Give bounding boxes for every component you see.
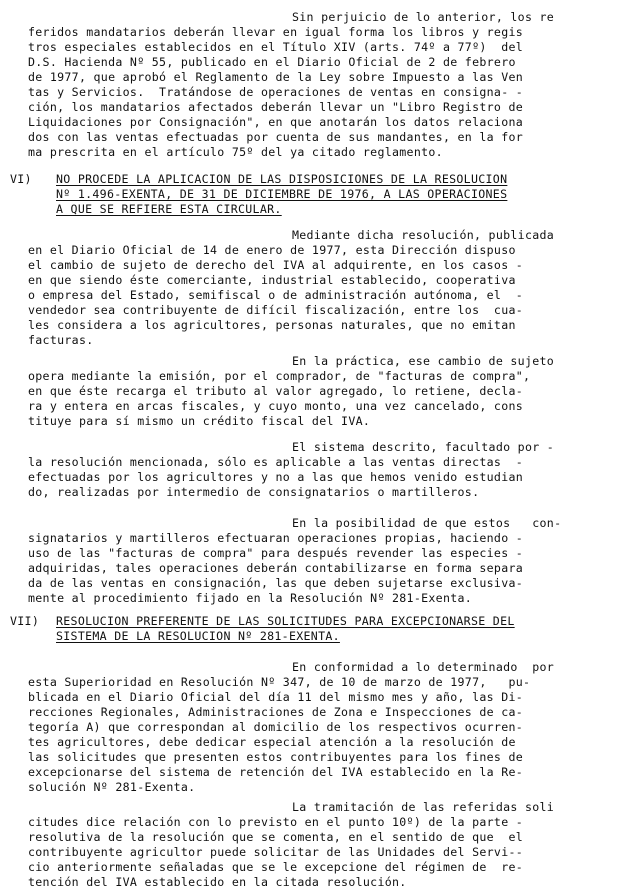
- text-line: contribuyente agricultor puede solicitar de las Unidades del Servi--: [28, 845, 524, 859]
- text-line: esta Superioridad en Resolución Nº 347, de 10 de marzo de 1977, pu-: [28, 675, 531, 689]
- text-line: uso de las "facturas de compra" para después revender las especies -: [28, 546, 524, 560]
- text-line: ma prescrita en el artículo 75º del ya citado reglamento.: [28, 145, 443, 159]
- text-line: feridos mandatarios deberán llevar en igual forma los libros y regis: [28, 25, 524, 39]
- text-line: les considera a los agricultores, personas naturales, que no emitan: [28, 318, 516, 332]
- text-line: Liquidaciones por Consignación", en que anotarán los datos relaciona: [28, 115, 524, 129]
- text-line: efectuadas por los agricultores y no a las que hemos venido estudian: [28, 470, 524, 484]
- text-line: resolutiva de la resolución que se comenta, en el sentido de que el: [28, 830, 524, 844]
- heading-line: RESOLUCION PREFERENTE DE LAS SOLICITUDES PARA EXCEPCIONARSE DEL: [56, 614, 515, 628]
- text-line: En conformidad a lo determinado por: [292, 660, 555, 674]
- text-line: adquiridas, tales operaciones deberán contabilizarse en forma separa: [28, 561, 524, 575]
- text-line: facturas.: [28, 333, 94, 347]
- text-line: citudes dice relación con lo previsto en el punto 10º) de la parte -: [28, 815, 524, 829]
- text-line: Sin perjuicio de lo anterior, los re: [292, 10, 555, 24]
- heading-line: Nº 1.496-EXENTA, DE 31 DE DICIEMBRE DE 1976, A LAS OPERACIONES: [56, 187, 508, 201]
- text-line: la resolución mencionada, sólo es aplicable a las ventas directas -: [28, 455, 524, 469]
- text-line: tención del IVA establecido en la citada resolución.: [28, 875, 407, 889]
- heading-line: A QUE SE REFIERE ESTA CIRCULAR.: [56, 202, 282, 216]
- text-line: tas y Servicios. Tratándose de operaciones de ventas en consigna- -: [28, 85, 524, 99]
- text-line: El sistema descrito, facultado por -: [292, 440, 555, 454]
- text-line: Mediante dicha resolución, publicada: [292, 228, 555, 242]
- text-line: las solicitudes que presenten estos contribuyentes para los fines de: [28, 750, 524, 764]
- text-line: opera mediante la emisión, por el comprador, de "facturas de compra",: [28, 369, 531, 383]
- text-line: D.S. Hacienda Nº 55, publicado en el Diario Oficial de 2 de febrero: [28, 55, 516, 69]
- text-line: en el Diario Oficial de 14 de enero de 1977, esta Dirección dispuso: [28, 243, 516, 257]
- text-line: blicada en el Diario Oficial del día 11 del mismo mes y año, las Di-: [28, 690, 524, 704]
- text-line: dos con las ventas efectuadas por cuenta de sus mandantes, en la for: [28, 130, 524, 144]
- heading-line: SISTEMA DE LA RESOLUCION Nº 281-EXENTA.: [56, 629, 340, 643]
- text-line: En la práctica, ese cambio de sujeto: [292, 354, 555, 368]
- text-line: excepcionarse del sistema de retención del IVA establecido en la Re-: [28, 765, 524, 779]
- text-line: en que siendo éste comerciante, industrial establecido, cooperativa: [28, 273, 516, 287]
- text-line: en que éste recarga el tributo al valor agregado, lo retiene, decla-: [28, 384, 524, 398]
- section-number: VI): [10, 172, 32, 186]
- text-line: tituye para sí mismo un crédito fiscal del IVA.: [28, 414, 371, 428]
- text-line: ción, los mandatarios afectados deberán llevar un "Libro Registro de: [28, 100, 524, 114]
- text-line: cio anteriormente señaladas que se le excepcione del régimen de re-: [28, 860, 524, 874]
- text-line: vendedor sea contribuyente de difícil fiscalización, entre los cua-: [28, 303, 524, 317]
- text-line: solución Nº 281-Exenta.: [28, 780, 196, 794]
- text-line: de 1977, que aprobó el Reglamento de la Ley sobre Impuesto a las Ven: [28, 70, 524, 84]
- text-line: tegoría A) que correspondan al domicilio de los respectivos ocurren-: [28, 720, 524, 734]
- text-line: da de las ventas en consignación, las que deben sujetarse exclusiva-: [28, 576, 524, 590]
- text-line: mente al procedimiento fijado en la Resolución Nº 281-Exenta.: [28, 591, 473, 605]
- text-line: do, realizadas por intermedio de consignatarios o martilleros.: [28, 485, 480, 499]
- text-line: En la posibilidad de que estos con-: [292, 516, 562, 530]
- text-line: signatarios y martilleros efectuaran operaciones propias, haciendo -: [28, 531, 524, 545]
- section-number: VII): [10, 614, 40, 628]
- text-line: tes agricultores, debe dedicar especial atención a la resolución de: [28, 735, 516, 749]
- heading-line: NO PROCEDE LA APLICACION DE LAS DISPOSICIONES DE LA RESOLUCION: [56, 172, 508, 186]
- text-line: o empresa del Estado, semifiscal o de administración autónoma, el -: [28, 288, 524, 302]
- text-line: recciones Regionales, Administraciones de Zona e Inspecciones de ca-: [28, 705, 524, 719]
- text-line: La tramitación de las referidas soli: [292, 800, 555, 814]
- text-line: ra y entera en arcas fiscales, y cuyo monto, una vez cancelado, cons: [28, 399, 524, 413]
- text-line: el cambio de sujeto de derecho del IVA al adquirente, en los casos -: [28, 258, 524, 272]
- text-line: tros especiales establecidos en el Título XIV (arts. 74º a 77º) del: [28, 40, 524, 54]
